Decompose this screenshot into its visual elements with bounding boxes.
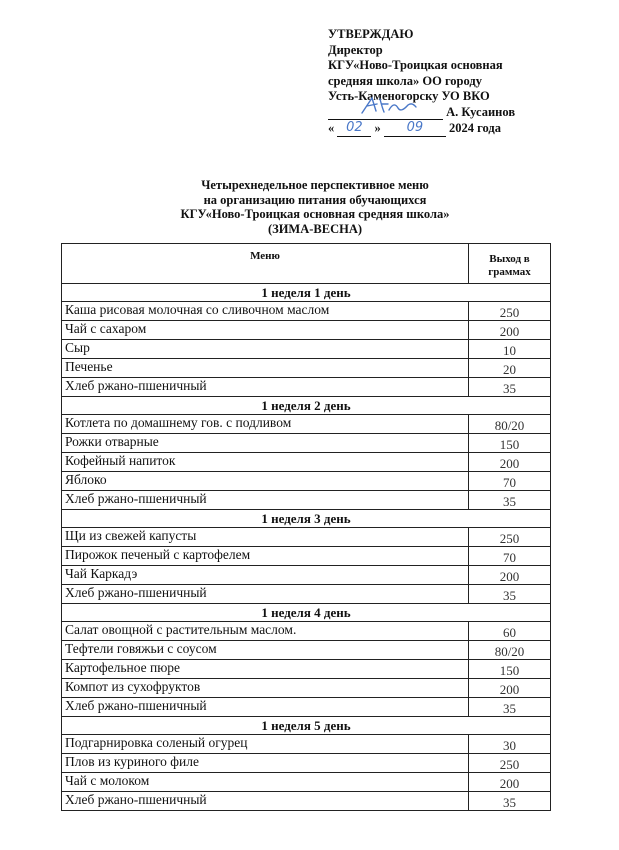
dish-output-grams: 60 (503, 625, 516, 640)
table-row (62, 735, 550, 754)
dish-output-grams: 250 (499, 757, 520, 772)
dish-output-grams: 35 (503, 381, 516, 396)
week-day-header: 1 неделя 2 день (62, 397, 550, 415)
dish-output-grams: 150 (499, 437, 520, 452)
dish-name: Печенье (62, 359, 469, 377)
dish-name: Хлеб ржано-пшеничный (62, 792, 469, 810)
table-row (62, 321, 550, 340)
week-day-header: 1 неделя 4 день (62, 604, 550, 622)
dish-output-grams: 35 (503, 588, 516, 603)
table-row (62, 773, 550, 792)
table-row (62, 359, 550, 378)
signature-blank (328, 105, 443, 120)
dish-output-grams: 35 (503, 701, 516, 716)
dish-name: Яблоко (62, 472, 469, 490)
table-row (62, 340, 550, 359)
dish-name: Щи из свежей капусты (62, 528, 469, 546)
date-day-field (337, 120, 371, 137)
dish-output-grams: 30 (503, 738, 516, 753)
document-title (150, 178, 480, 236)
approval-block (328, 27, 608, 137)
title-line-1: Четырехнедельное перспективное меню (201, 178, 429, 192)
title-line-3: КГУ«Ново-Троицкая основная средняя школа» (180, 207, 450, 221)
dish-name: Хлеб ржано-пшеничный (62, 378, 469, 396)
dish-name: Хлеб ржано-пшеничный (62, 491, 469, 509)
dish-output-grams: 200 (499, 682, 520, 697)
dish-name: Компот из сухофруктов (62, 679, 469, 697)
table-row (62, 660, 550, 679)
table-row (62, 378, 550, 397)
table-row (62, 698, 550, 717)
table-row (62, 472, 550, 491)
dish-name: Рожки отварные (62, 434, 469, 452)
dish-name: Салат овощной с растительным маслом. (62, 622, 469, 640)
dish-output-grams: 250 (499, 305, 520, 320)
dish-name: Сыр (62, 340, 469, 358)
table-row (62, 415, 550, 434)
approval-org-line-2: средняя школа» ОО городу (328, 73, 482, 88)
date-open-quote: « (328, 121, 335, 135)
dish-output-grams: 70 (503, 550, 516, 565)
table-row (62, 622, 550, 641)
date-month-field (384, 120, 446, 137)
table-header (62, 244, 550, 284)
dish-name: Плов из куриного филе (62, 754, 469, 772)
dish-output-grams: 80/20 (494, 644, 525, 659)
signatory-name: А. Кусаинов (446, 104, 516, 119)
dish-name: Чай Каркадэ (62, 566, 469, 584)
table-row (62, 754, 550, 773)
date-month: 09 (406, 120, 424, 135)
table-row (62, 641, 550, 660)
dish-name: Каша рисовая молочная со сливочном маслом (62, 302, 469, 320)
table-row (62, 679, 550, 698)
dish-output-grams: 200 (499, 324, 520, 339)
dish-output-grams: 200 (499, 569, 520, 584)
week-day-header: 1 неделя 3 день (62, 510, 550, 528)
dish-name: Котлета по домашнему гов. с подливом (62, 415, 469, 433)
dish-output-grams: 70 (503, 475, 516, 490)
dish-name: Кофейный напиток (62, 453, 469, 471)
dish-name: Чай с молоком (62, 773, 469, 791)
dish-output-grams: 20 (503, 362, 516, 377)
date-row (328, 120, 608, 137)
dish-name: Хлеб ржано-пшеничный (62, 585, 469, 603)
date-year: 2024 года (449, 121, 501, 135)
table-row (62, 792, 550, 811)
column-header-output-line-2: граммах (488, 266, 531, 278)
table-row (62, 566, 550, 585)
column-header-output-line-1: Выход в (489, 253, 530, 265)
column-header-menu: Меню (62, 244, 469, 283)
menu-table (61, 243, 551, 811)
dish-output-grams: 250 (499, 531, 520, 546)
signature-row (328, 105, 608, 121)
week-day-header: 1 неделя 1 день (62, 284, 550, 302)
dish-output-grams: 80/20 (494, 418, 525, 433)
table-row (62, 585, 550, 604)
dish-output-grams: 35 (503, 795, 516, 810)
column-header-output (469, 244, 550, 283)
table-row (62, 302, 550, 321)
dish-name: Подгарнировка соленый огурец (62, 735, 469, 753)
title-line-4: (ЗИМА-ВЕСНА) (267, 221, 363, 236)
dish-output-grams: 150 (499, 663, 520, 678)
table-row (62, 434, 550, 453)
dish-name: Тефтели говяжьи с соусом (62, 641, 469, 659)
date-day: 02 (346, 120, 363, 135)
handwritten-signature (358, 95, 418, 117)
dish-name: Чай с сахаром (62, 321, 469, 339)
approval-org-line-3: Усть-Каменогорску УО ВКО (328, 89, 490, 103)
table-row (62, 547, 550, 566)
approval-org-line-1: КГУ«Ново-Троицкая основная (328, 58, 503, 72)
table-row (62, 491, 550, 510)
dish-output-grams: 35 (503, 494, 516, 509)
dish-output-grams: 10 (503, 343, 516, 358)
dish-output-grams: 200 (499, 456, 520, 471)
date-close-quote: » (374, 121, 381, 135)
table-row (62, 528, 550, 547)
approval-position: Директор (328, 42, 383, 57)
dish-name: Хлеб ржано-пшеничный (62, 698, 469, 716)
dish-output-grams: 200 (499, 776, 520, 791)
week-day-header: 1 неделя 5 день (62, 717, 550, 735)
dish-name: Картофельное пюре (62, 660, 469, 678)
title-line-2: на организацию питания обучающихся (203, 192, 427, 207)
table-row (62, 453, 550, 472)
approval-heading: УТВЕРЖДАЮ (328, 27, 414, 41)
dish-name: Пирожок печеный с картофелем (62, 547, 469, 565)
